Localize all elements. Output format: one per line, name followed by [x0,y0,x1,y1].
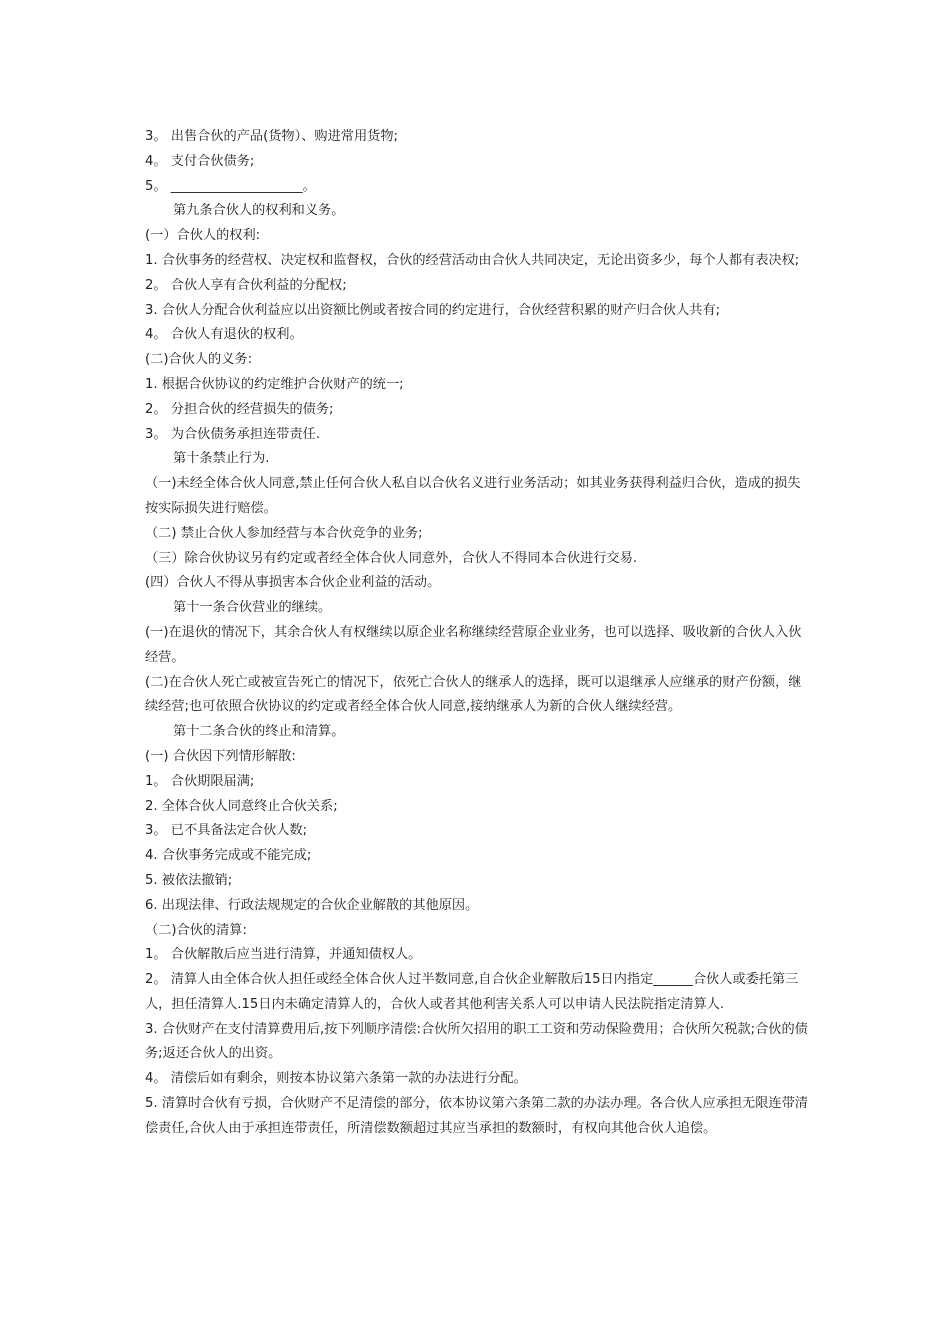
paragraph-line: 5. 清算时合伙有亏损，合伙财产不足清偿的部分，依本协议第六条第二款的办法办理。各合伙人应承担无限连带清偿责任,合伙人由于承担连带责任，所清偿数额超过其应当承担的数额时，有权向其他合伙人追偿。 [145,1096,808,1136]
article-heading: 第九条合伙人的权利和义务。 [173,203,345,219]
paragraph-line: 4。 支付合伙债务; [145,153,255,169]
paragraph-line: （二)合伙的清算: [145,922,247,938]
paragraph-line: 3. 合伙人分配合伙利益应以出资额比例或者按合同的约定进行，合伙经营积累的财产归合伙人共有; [145,302,721,318]
paragraph-line: 4。 合伙人有退伙的权利。 [145,327,303,343]
paragraph-line: （一)未经全体合伙人同意,禁止任何合伙人私自以合伙名义进行业务活动；如其业务获得利益归合伙，造成的损失按实际损失进行赔偿。 [145,476,801,516]
article-heading: 第十一条合伙营业的继续。 [173,600,332,616]
document-body [145,125,810,1142]
paragraph-line: 1. 根据合伙协议的约定维护合伙财产的统一; [145,376,404,392]
paragraph-line: 3. 合伙财产在支付清算费用后,按下列顺序清偿:合伙所欠招用的职工工资和劳动保险费用；合伙所欠税款;合伙的债务;返还合伙人的出资。 [145,1021,808,1062]
paragraph-line: (一）合伙人的权利: [145,228,261,244]
paragraph-line: 1. 合伙事务的经营权、决定权和监督权，合伙的经营活动由合伙人共同决定，无论出资多少，每个人都有表决权; [145,252,800,268]
paragraph-line: 3。 已不具备法定合伙人数; [145,823,308,839]
paragraph-line: 4. 合伙事务完成或不能完成; [145,848,312,864]
paragraph-line: 2. 全体合伙人同意终止合伙关系; [145,798,338,814]
paragraph-line: (四）合伙人不得从事损害本合伙企业利益的活动。 [145,575,441,591]
paragraph-line: (一)在退伙的情况下，其余合伙人有权继续以原企业名称继续经营原企业业务，也可以选择、吸收新的合伙人入伙经营。 [145,624,802,665]
article-heading: 第十二条合伙的终止和清算。 [173,724,345,740]
paragraph-line: （二) 禁止合伙人参加经营与本合伙竞争的业务; [145,525,423,541]
paragraph-line: 3。 出售合伙的产品(货物）、购进常用货物; [145,129,398,144]
paragraph-line: 2。 清算人由全体合伙人担任或经全体合伙人过半数同意,自合伙企业解散后15日内指定______合伙人或委托第三人，担任清算人.15日内未确定清算人的，合伙人或者其他利害关系人可以申请人民法院指定清算人. [145,972,799,1012]
paragraph-line: 5. 被依法撤销; [145,872,233,888]
article-heading: 第十条禁止行为. [173,451,270,467]
paragraph-line: 1。 合伙解散后应当进行清算，并通知债权人。 [145,947,422,963]
paragraph-line: （三）除合伙协议另有约定或者经全体合伙人同意外，合伙人不得同本合伙进行交易. [145,550,638,566]
paragraph-line: (二)合伙人的义务: [145,352,253,368]
paragraph-line: 2。 分担合伙的经营损失的债务; [145,401,334,417]
paragraph-line: 6. 出现法律、行政法规规定的合伙企业解散的其他原因。 [145,897,479,913]
paragraph-line: 4。 清偿后如有剩余，则按本协议第六条第一款的办法进行分配。 [145,1071,527,1087]
paragraph-line: 1。 合伙期限届满; [145,773,255,789]
paragraph-line: 5。 ____________________。 [145,178,316,194]
paragraph-line: 3。 为合伙债务承担连带责任. [145,426,321,442]
paragraph-line: (一) 合伙因下列情形解散: [145,748,296,764]
paragraph-line: (二)在合伙人死亡或被宣告死亡的情况下，依死亡合伙人的继承人的选择，既可以退继承人应继承的财产份额，继续经营;也可依照合伙协议的约定或者经全体合伙人同意,接纳继承人为新的合伙人继续经营。 [145,674,802,715]
paragraph-line: 2。 合伙人享有合伙利益的分配权; [145,277,347,293]
